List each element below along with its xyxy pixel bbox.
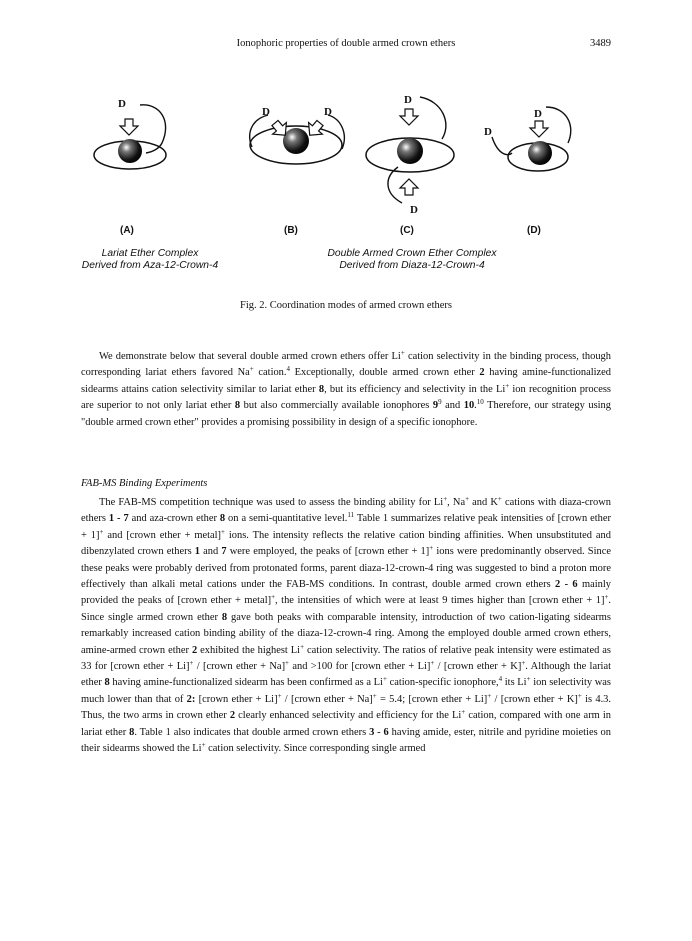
donor-label-a: D (118, 98, 126, 110)
lariat-caption-line2: Derived from Aza-12-Crown-4 (81, 260, 219, 271)
page-number: 3489 (590, 38, 611, 49)
panel-label-b: (B) (284, 225, 298, 236)
section-heading-fab-ms: FAB-MS Binding Experiments (81, 478, 208, 489)
paragraph-intro: We demonstrate below that several double armed crown ethers offer Li+ cation selectivity in the binding process, though corresponding lariat ethers favored Na+ cation.$^4$ Exceptionally, double armed crown ether 2 having amine-functionalized sidearms attains cation selectivity similar to lariat ether 8, but its efficiency and selectivity in the Li+ ion recognition process are superior to not only lariat ether 8 but also commercially available ionophores $9^9$ and 10.10 Therefore, our strategy using "double armed crown ether" provides a promising possibility in design of a specific ionophore. (81, 349, 611, 428)
donor-label-d1: D (484, 126, 492, 138)
panel-label-a: (A) (120, 225, 134, 236)
double-caption-line1: Double Armed Crown Ether Complex (327, 248, 497, 259)
panel-label-c: (C) (400, 225, 414, 236)
donor-label-b2: D (324, 106, 332, 118)
donor-label-b1: D (262, 106, 270, 118)
panel-b-complex (250, 115, 345, 164)
double-armed-caption (312, 248, 512, 272)
paragraph-fab-ms: The FAB-MS competition technique was used to assess the binding ability for Li+, Na+ and K+ cations with diaza-crown ethers 1 - 7 and aza-crown ether 8 on a semi-quantitative level.$^{11}$ Table 1 summarizes relative peak intensities of [crown ether + 1]+ and [crown ether + metal]+ ions. The intensity reflects the relative cation binding affinities. When unsubstituted and dibenzylated crown ethers 1 and 7 were employed, the peaks of [crown ether + 1]+ ions were predominantly observed. Since these peaks were probably derived from protonated forms, parent diaza-12-crown-4 ring was suggested to bind a proton more effectively than alkali metal cations under the FAB-MS conditions. In contrast, double armed crown ethers 2 - 6 mainly provided the peaks of [crown ether + metal]+, the intensities of which were at least 9 times higher than [crown ether + 1]+. Since single armed crown ether 8 gave both peaks with comparable intensity, introduction of two cation-ligating sidearms remarkably increased cation binding ability of the diaza-12-crown-4 ring. Among the employed double armed crown ethers, amine-armed crown ether 2 exhibited the highest Li+ cation selectivity. The ratios of relative peak intensity were estimated as 33 for [crown ether + Li]+ / [crown ether + Na]+ and >100 for [crown ether + Li]+ / [crown ether + K]+. Although the lariat ether 8 having amine-functionalized sidearm has been confirmed as a Li+ cation-specific ionophore,$^4$ its Li+ ion selectivity was much lower than that of 2: [crown ether + Li]+ / [crown ether + Na]+ = 5.4; [crown ether + Li]+ / [crown ether + K]+ is 4.3. Thus, the two arms in crown ether 2 clearly enhanced selectivity and efficiency for the Li+ cation, compared with one arm in lariat ether 8. Table 1 also indicates that double armed crown ethers 3 - 6 having amide, ester, nitrile and pyridine moieties on their sidearms showed the Li+ cation selectivity. Since corresponding single armed (81, 495, 612, 755)
lariat-ether-caption (80, 248, 220, 272)
lariat-caption-line1: Lariat Ether Complex (101, 248, 199, 259)
panel-d-complex (492, 107, 571, 171)
donor-label-c-top: D (404, 94, 412, 106)
donor-label-d2: D (534, 108, 542, 120)
running-title: Ionophoric properties of double armed crown ethers (236, 38, 456, 49)
figure-coordination-modes (80, 85, 600, 285)
panel-a-complex (94, 105, 166, 169)
double-caption-line2: Derived from Diaza-12-Crown-4 (339, 260, 485, 271)
running-header (0, 38, 692, 54)
donor-label-c-bottom: D (410, 204, 418, 216)
panel-label-d: (D) (527, 225, 541, 236)
panel-c-complex (366, 97, 454, 203)
figure-caption: Fig. 2. Coordination modes of armed crown ethers (240, 300, 452, 311)
